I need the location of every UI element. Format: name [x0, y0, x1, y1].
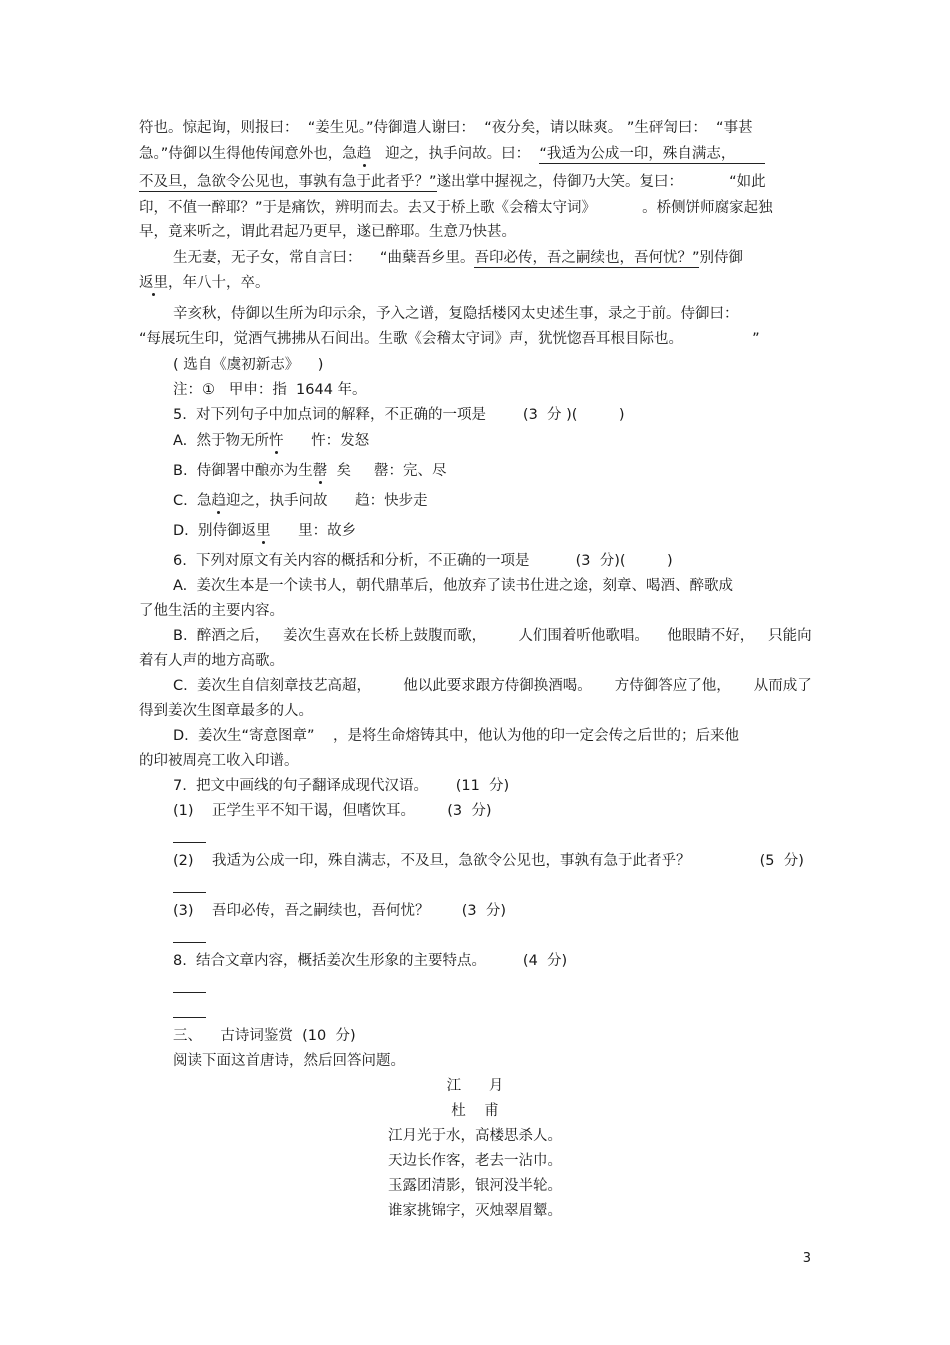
- passage-text: 迎之，执手问故。曰：: [371, 146, 540, 162]
- q7-sentence-1: (1) 正学生平不知干谒，但嗜饮耳。 (3 分): [173, 803, 492, 819]
- q6-stem: 6. 下列对原文有关内容的概括和分析，不正确的一项是 (3 分)( ): [173, 553, 673, 569]
- poem-title: 江 月: [446, 1078, 504, 1094]
- q6-option-b-cont: 着有人声的地方高歌。: [139, 653, 284, 669]
- passage-text: 急。”侍御以生得他传闻意外也，急: [139, 146, 357, 162]
- dotted-word: 返里: [139, 275, 168, 291]
- passage-line-9: “每展玩生印，觉酒气拂拂从石间出。生歌《会稽太守词》声，犹恍惚吾耳根目际也。 ”: [139, 331, 760, 347]
- option-text: C. 急: [173, 493, 212, 509]
- q6-option-a: A. 姜次生本是一个读书人，朝代鼎革后，他放弃了读书仕进之途，刻章、喝酒、醉歌成: [173, 578, 733, 594]
- option-text: D. 别侍御返: [173, 523, 256, 539]
- q6-option-d: D. 姜次生“寄意图章” ，是将生命熔铸其中，他认为他的印一定会传之后世的；后来他: [173, 728, 739, 744]
- poem-line: 江月光于水，高楼思杀人。: [388, 1128, 562, 1144]
- q6-option-b: B. 醉酒之后， 姜次生喜欢在长桥上鼓腹而歌， 人们围着听他歌唱。 他眼睛不好， 只能向: [173, 628, 812, 644]
- q7-sentence-3: (3) 吾印必传，吾之嗣续也，吾何忧？ (3 分): [173, 903, 506, 919]
- passage-line-7: [139, 273, 270, 293]
- option-text: 忤：发怒: [283, 433, 370, 449]
- option-text: B. 侍御署中酿亦为生: [173, 463, 313, 479]
- dotted-word: 里: [256, 523, 271, 539]
- underlined-sentence: 不及旦，急欲令公见也，事孰有急于此者乎？”: [139, 174, 437, 190]
- page-number: 3: [802, 1251, 811, 1266]
- dotted-word: 趋: [356, 146, 372, 162]
- option-text: 迎之，执手问故 趋：快步走: [225, 493, 428, 509]
- passage-text: 生无妻，无子女，常自言曰： “曲蘖吾乡里。: [173, 250, 475, 266]
- q8-stem: 8. 结合文章内容，概括姜次生形象的主要特点。 (4 分): [173, 953, 568, 969]
- answer-blank[interactable]: [173, 892, 206, 893]
- poem-line: 谁家挑锦字，灭烛翠眉颦。: [388, 1203, 562, 1219]
- source-citation: ( 选自《虞初新志》 ): [173, 357, 324, 373]
- underlined-sentence: 吾印必传，吾之嗣续也，吾何忧？”: [474, 250, 700, 266]
- answer-blank[interactable]: [173, 942, 206, 943]
- q5-option-b: [173, 461, 447, 481]
- dotted-word: 忤: [269, 433, 284, 449]
- q5-option-c: [173, 491, 428, 511]
- passage-line-8: 辛亥秋，侍御以生所为印示余，予入之谱，复隐括楼冈太史述生事，录之于前。侍御曰：: [173, 306, 739, 322]
- passage-line-6: [173, 248, 743, 268]
- poem-line: 天边长作客，老去一沾巾。: [388, 1153, 562, 1169]
- poem-author: 杜 甫: [451, 1103, 499, 1119]
- dotted-word: 罄: [312, 463, 328, 479]
- q5-stem: 5. 对下列句子中加点词的解释，不正确的一项是 (3 分 )( ): [173, 407, 625, 423]
- poem-line: 玉露团清影，银河没半轮。: [388, 1178, 562, 1194]
- passage-text: ，年八十，卒。: [168, 275, 270, 291]
- q6-option-c-cont: 得到姜次生图章最多的人。: [139, 703, 313, 719]
- passage-line-2: [139, 144, 765, 164]
- passage-line-5: 早，竟来听之，谓此君起乃更早，遂已醉耶。生意乃快甚。: [139, 224, 516, 240]
- q7-sentence-2: (2) 我适为公成一印，殊自满志，不及旦，急欲令公见也，事孰有急于此者乎？ (5 分): [173, 853, 804, 869]
- q6-option-d-cont: 的印被周亮工收入印谱。: [139, 753, 299, 769]
- section-heading: 三、 古诗词鉴赏 (10 分): [173, 1028, 356, 1044]
- option-text: 矣 罄：完、尽: [327, 463, 447, 479]
- underlined-sentence: “我适为公成一印，殊自满志，: [539, 146, 765, 164]
- dotted-word: 趋: [211, 493, 226, 509]
- option-text: 里：故乡: [270, 523, 357, 539]
- footnote: 注：① 甲申：指 1644 年。: [173, 382, 367, 398]
- passage-line-4: 印，不值一醉耶？”于是痛饮，辨明而去。去又于桥上歌《会稽太守词》 。桥侧饼师腐家起独: [139, 200, 773, 216]
- passage-text: 别侍御: [699, 250, 743, 266]
- passage-line-3: [139, 172, 766, 192]
- answer-blank[interactable]: [173, 1017, 206, 1018]
- passage-text: 遂出掌中握视之，侍御乃大笑。复曰： “如此: [436, 174, 766, 190]
- q6-option-a-cont: 了他生活的主要内容。: [139, 603, 284, 619]
- answer-blank[interactable]: [173, 992, 206, 993]
- q5-option-d: [173, 521, 356, 541]
- q7-stem: 7. 把文中画线的句子翻译成现代汉语。 (11 分): [173, 778, 510, 794]
- section-intro: 阅读下面这首唐诗，然后回答问题。: [173, 1053, 405, 1069]
- q5-option-a: [173, 431, 369, 451]
- answer-blank[interactable]: [173, 842, 206, 843]
- passage-line-1: 符也。惊起询，则报曰： “姜生见。”侍御遣人谢曰： “夜分矣，请以昧爽。 ”生砰訇曰： “事甚: [139, 120, 753, 136]
- option-text: A. 然于物无所: [173, 433, 269, 449]
- q6-option-c: C. 姜次生自信刻章技艺高超， 他以此要求跟方侍御换酒喝。 方侍御答应了他， 从而成了: [173, 678, 812, 694]
